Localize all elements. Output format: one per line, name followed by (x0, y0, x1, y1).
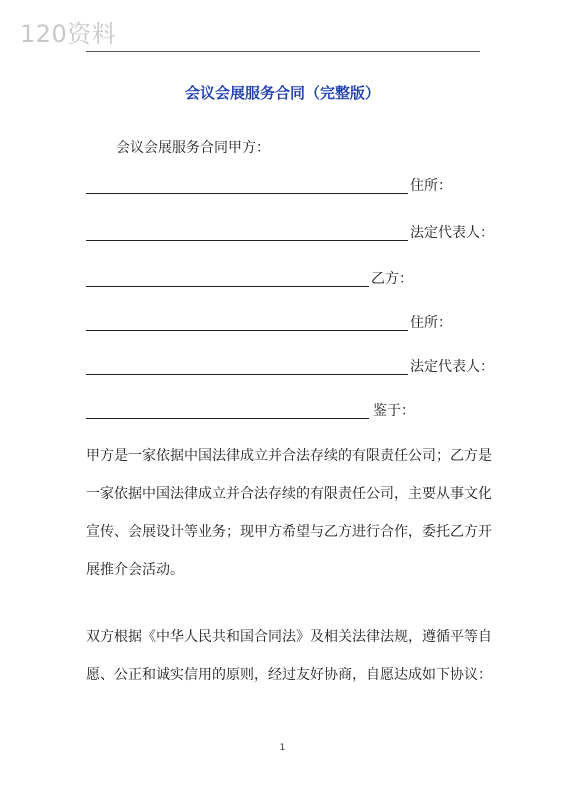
blank-line (86, 272, 369, 287)
page-number: 1 (279, 743, 286, 753)
field-label: 乙方： (371, 271, 413, 287)
field-party-b (86, 271, 413, 287)
blank-line (86, 226, 408, 241)
header-rule (86, 51, 480, 52)
document-title: 会议会展服务合同（完整版） (184, 84, 380, 102)
field-label: 鉴于： (373, 403, 415, 419)
field-party-b-address (86, 315, 452, 331)
field-party-a-address (86, 178, 452, 194)
blank-line (86, 360, 408, 375)
paragraph-background (86, 446, 492, 598)
blank-line (86, 179, 408, 194)
paragraph-line: 甲方是一家依据中国法律成立并合法存续的有限责任公司；乙方是 (86, 448, 492, 464)
field-label: 住所： (410, 178, 452, 194)
field-whereas (86, 403, 415, 419)
blank-line (86, 316, 408, 331)
paragraph-line: 宣传、会展设计等业务；现甲方希望与乙方进行合作，委托乙方开 (86, 524, 492, 540)
paragraph-line: 双方根据《中华人民共和国合同法》及相关法律法规，遵循平等自 (86, 629, 492, 645)
paragraph-line: 展推介会活动。 (86, 562, 184, 578)
field-party-b-representative (86, 359, 494, 375)
field-label: 住所： (410, 315, 452, 331)
intro-party-a: 会议会展服务合同甲方： (116, 140, 270, 156)
field-label: 法定代表人： (410, 359, 494, 375)
watermark-logo: 120资料 (20, 20, 117, 48)
paragraph-agreement (86, 627, 492, 703)
paragraph-line: 一家依据中国法律成立并合法存续的有限责任公司，主要从事文化 (86, 486, 492, 502)
blank-line (86, 404, 369, 419)
field-label: 法定代表人： (410, 225, 494, 241)
field-party-a-representative (86, 225, 494, 241)
paragraph-line: 愿、公正和诚实信用的原则，经过友好协商，自愿达成如下协议： (86, 667, 492, 683)
